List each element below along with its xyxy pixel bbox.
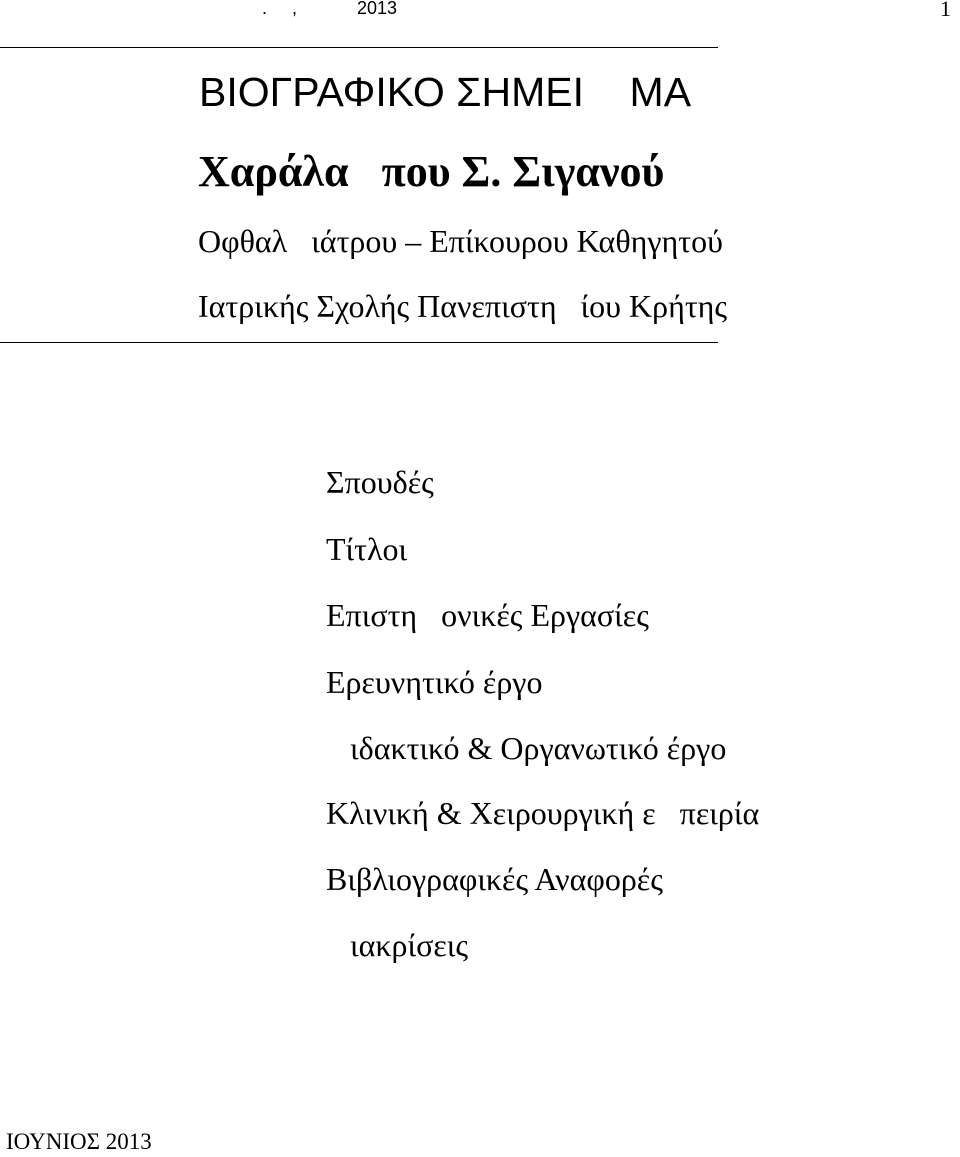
running-head: . , 2013 (262, 0, 398, 18)
header-rule (0, 47, 718, 48)
position-line: Οφθαλ ιάτρου – Επίκουρου Καθηγητού (198, 223, 723, 259)
toc-item: Βιβλιογραφικές Αναφορές (326, 861, 663, 897)
toc-item: Κλινική & Χειρουργική ε πειρία (326, 795, 760, 831)
person-name: Χαράλα που Σ. Σιγανού (198, 147, 665, 196)
title-rule (0, 342, 718, 343)
footer-date: ΙΟΥΝΙΟΣ 2013 (6, 1129, 152, 1154)
toc-item: Ερευνητικό έργο (326, 664, 543, 700)
document-title: ΒΙΟΓΡΑΦΙΚΟ ΣΗΜΕΙ ΜΑ (199, 69, 692, 115)
toc-item: Επιστη ονικές Εργασίες (326, 597, 649, 633)
toc-item: ιακρίσεις (326, 927, 469, 963)
toc-item: Σπουδές (326, 464, 434, 500)
toc-item: Τίτλοι (326, 531, 408, 567)
page-number: 1 (940, 0, 951, 21)
toc-item: ιδακτικό & Οργανωτικό έργο (326, 730, 727, 766)
affiliation-line: Ιατρικής Σχολής Πανεπιστη ίου Κρήτης (198, 288, 728, 324)
